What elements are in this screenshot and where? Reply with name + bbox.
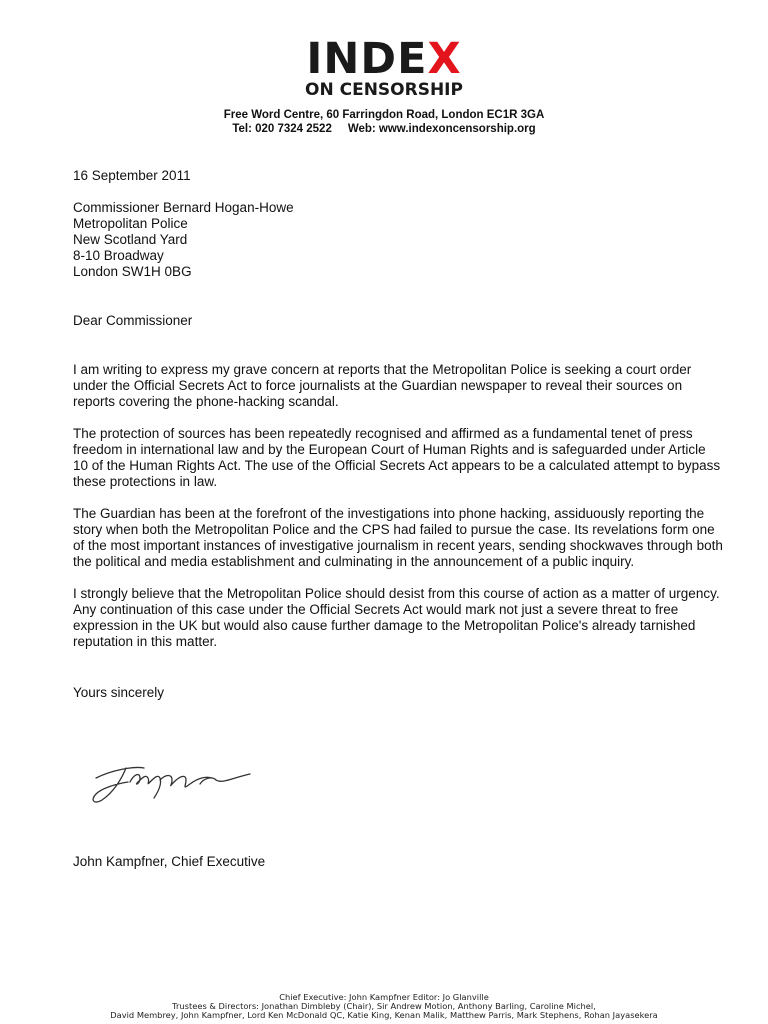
recipient-address bbox=[73, 200, 723, 280]
address-line: Free Word Centre, 60 Farringdon Road, London EC1R 3GA bbox=[223, 109, 545, 121]
salutation: Dear Commissioner bbox=[73, 313, 193, 328]
body-paragraph: I strongly believe that the Metropolitan Police should desist from this course of action as a matter of urgency. Any continuation of this case under the Official Secrets Act would mark not just a severe threat to free expression in the UK but would also cause further damage to the Metropolitan Police's already tarnished reputation in this matter. bbox=[73, 586, 720, 649]
footer-line: Chief Executive: John Kampfner Editor: Jo Glanville bbox=[279, 992, 489, 1002]
logo-subtitle: ON CENSORSHIP bbox=[305, 80, 463, 100]
body-paragraph: The Guardian has been at the forefront of the investigations into phone hacking, assiduously reporting the story when both the Metropolitan Police and the CPS had failed to pursue the case. Its revelations form one of the most important instances of investigative journalism in recent years, sending shockwaves through both the political and media establishment and culminating in the announcement of a public inquiry. bbox=[73, 506, 723, 569]
footer bbox=[0, 993, 768, 1020]
footer-line: David Membrey, John Kampfner, Lord Ken McDonald QC, Katie King, Kenan Malik, Matthew Parris, Mark Stephens, Rohan Jayasekera bbox=[110, 1010, 658, 1020]
letterhead-address bbox=[0, 108, 768, 136]
recipient-line: Commissioner Bernard Hogan-Howe bbox=[73, 200, 294, 215]
recipient-line: New Scotland Yard bbox=[73, 232, 188, 247]
index-on-censorship-logo bbox=[0, 34, 768, 100]
logo-accent-letter: X bbox=[427, 34, 462, 84]
recipient-line: 8-10 Broadway bbox=[73, 248, 164, 263]
handwritten-signature bbox=[82, 748, 262, 810]
recipient-line: Metropolitan Police bbox=[73, 216, 188, 231]
recipient-line: London SW1H 0BG bbox=[73, 264, 192, 279]
body-paragraph: I am writing to express my grave concern at reports that the Metropolitan Police is seeking a court order under the Official Secrets Act to force journalists at the Guardian newspaper to reveal their sources on reports covering the phone-hacking scandal. bbox=[73, 362, 692, 409]
logo-main-text: INDE bbox=[306, 34, 428, 84]
closing: Yours sincerely bbox=[73, 685, 165, 700]
body-paragraph: The protection of sources has been repeatedly recognised and affirmed as a fundamental tenet of press freedom in international law and by the European Court of Human Rights and is safeguarded under Article 10 of the Human Rights Act. The use of the Official Secrets Act appears to be a calculated attempt to bypass these protections in law. bbox=[73, 426, 721, 489]
footer-line: Trustees & Directors: Jonathan Dimbleby (Chair), Sir Andrew Motion, Anthony Barling, Caroline Michel, bbox=[172, 1001, 596, 1011]
signatory-name: John Kampfner, Chief Executive bbox=[73, 854, 266, 869]
letter-date: 16 September 2011 bbox=[73, 168, 191, 183]
logo-wordmark bbox=[0, 34, 768, 84]
letter-body bbox=[73, 362, 723, 650]
contact-line: Tel: 020 7324 2522 Web: www.indexoncensorship.org bbox=[232, 123, 536, 135]
